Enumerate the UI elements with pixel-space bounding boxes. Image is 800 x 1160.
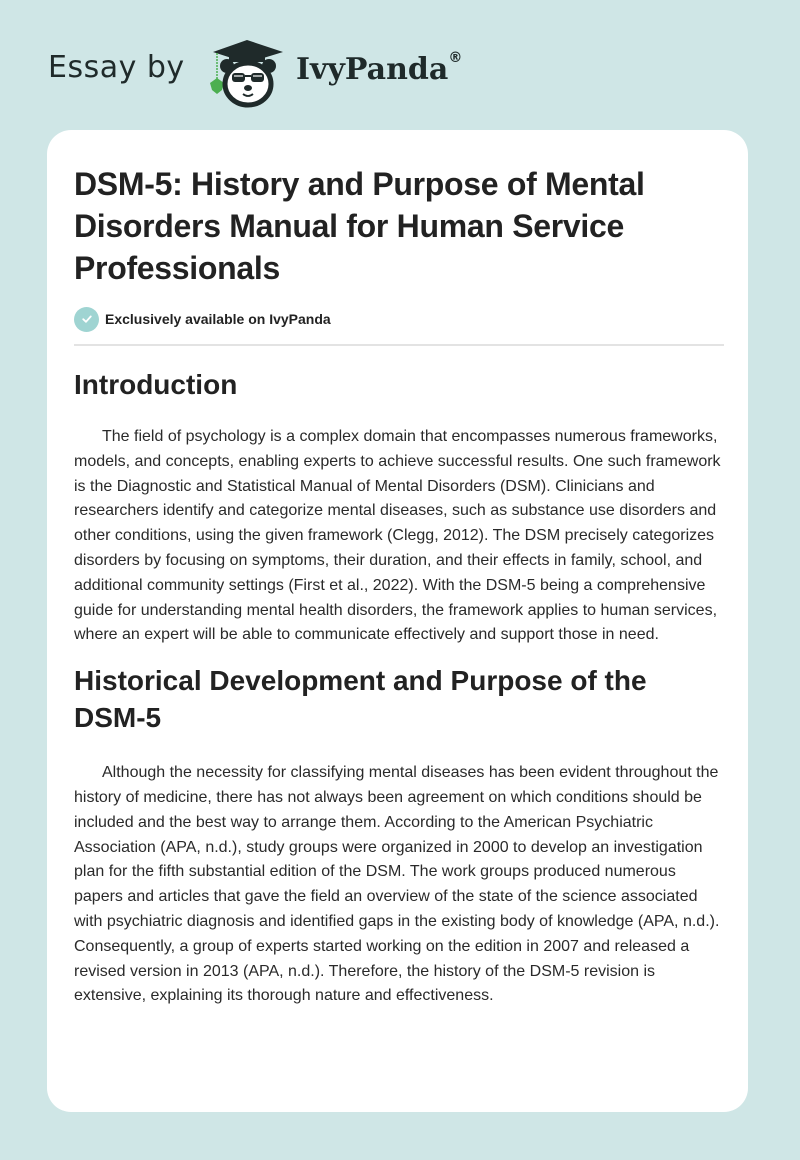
panda-logo-icon[interactable]	[203, 36, 291, 108]
essay-content	[74, 163, 724, 1009]
section-heading-historical-development: Historical Development and Purpose of the DSM-5	[74, 665, 647, 734]
exclusive-label: Exclusively available on IvyPanda	[105, 311, 331, 327]
check-circle-icon	[74, 307, 99, 332]
exclusive-badge	[74, 306, 724, 332]
paragraph-introduction: The field of psychology is a complex domain that encompasses numerous frameworks, models, and concepts, enabling experts to achieve successful results. One such framework is the Diagnostic and Statistical Manual of Mental Disorders (DSM). Clinicians and researchers identify and categorize mental diseases, such as substance use disorders and other conditions, using the given framework (Clegg, 2012). The DSM precisely categorizes disorders by focusing on symptoms, their duration, and their effects in family, school, and additional community settings (First et al., 2022). With the DSM-5 being a comprehensive guide for understanding mental health disorders, the framework applies to human services, where an expert will be able to communicate effectively and support those in need.	[74, 428, 721, 644]
registered-mark: ®	[448, 50, 463, 66]
essay-card	[47, 130, 748, 1112]
divider	[74, 344, 724, 346]
essay-by-label: Essay by	[48, 50, 185, 85]
brand-text: IvyPanda	[296, 52, 449, 87]
site-header	[0, 0, 800, 130]
brand-name[interactable]	[296, 52, 462, 87]
paragraph-historical-development: Although the necessity for classifying mental diseases has been evident throughout the history of medicine, there has not always been agreement on which conditions should be included and the best way to arrange them. According to the American Psychiatric Association (APA, n.d.), study groups were organized in 2000 to develop an investigation plan for the fifth substantial edition of the DSM. The work groups produced numerous papers and articles that gave the field an overview of the state of the science associated with psychiatric diagnosis and identified gaps in the existing body of knowledge (APA, n.d.). Consequently, a group of experts started working on the edition in 2007 and released a revised version in 2013 (APA, n.d.). Therefore, the history of the DSM-5 revision is extensive, explaining its thorough nature and effectiveness.	[74, 764, 720, 1005]
page-title: DSM-5: History and Purpose of Mental Disorders Manual for Human Service Professionals	[74, 166, 645, 286]
section-heading-introduction: Introduction	[74, 369, 238, 400]
